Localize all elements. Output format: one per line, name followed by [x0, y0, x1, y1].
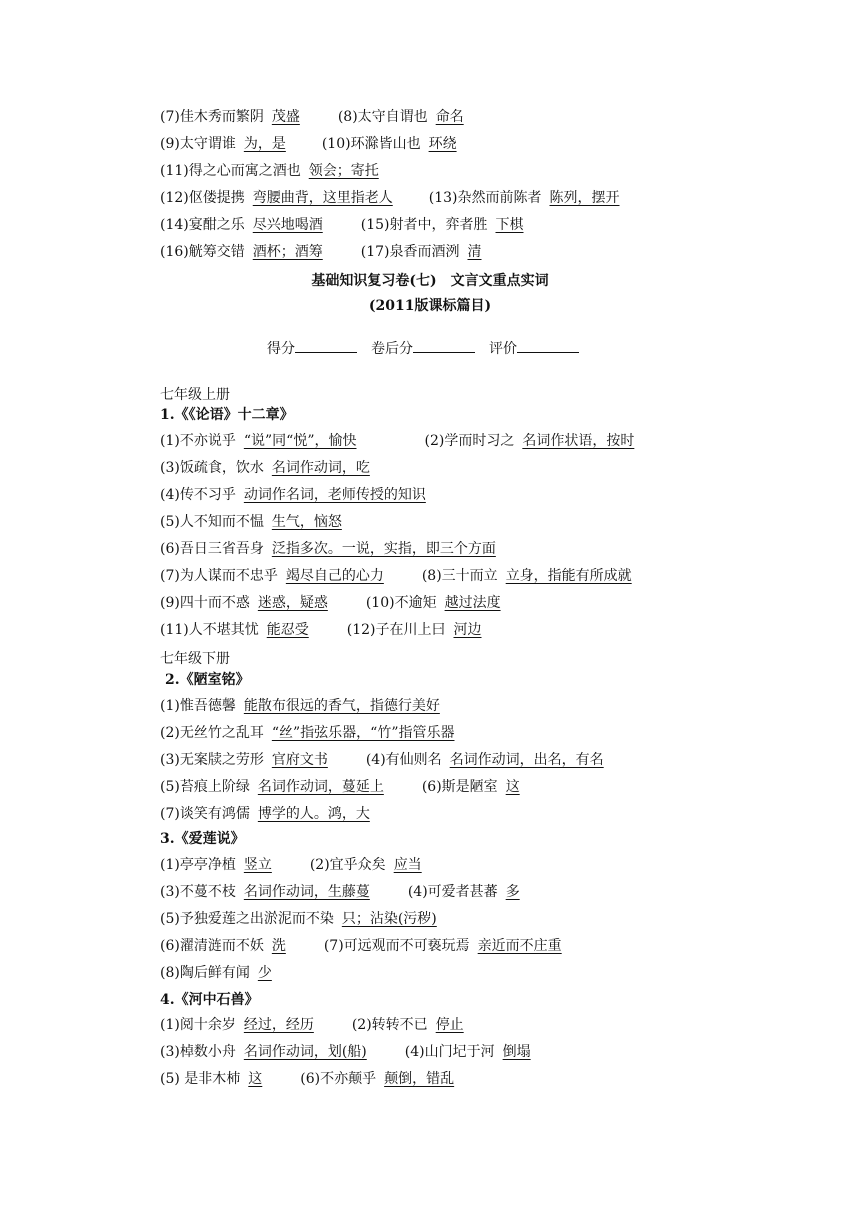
qa-entry: [160, 938, 294, 954]
qa-line: [160, 697, 448, 715]
qa-entry: [160, 1017, 322, 1033]
question-text: (8)太守自谓也: [337, 109, 428, 125]
qa-line: [160, 243, 490, 261]
answer-text: 酒杯；酒筹: [252, 244, 323, 260]
question-text: (9)四十而不惑: [160, 595, 250, 611]
qa-line: [160, 135, 465, 153]
question-text: (3)无案牍之劳形: [160, 752, 264, 768]
answer-text: 下棋: [495, 217, 524, 233]
doc-subtitle: (2011版课标篇目): [368, 298, 492, 314]
qa-line: [160, 108, 472, 126]
answer-text: 弯腰曲背，这里指老人: [252, 190, 393, 206]
question-text: (6)濯清涟而不妖: [160, 938, 264, 954]
qa-line: [160, 1016, 472, 1034]
qa-entry: [160, 568, 392, 584]
qa-line: [160, 621, 490, 639]
grade-label: 七年级下册: [160, 651, 230, 667]
question-text: (3)棹数小舟: [160, 1044, 236, 1060]
question-text: (7)佳木秀而繁阴: [160, 109, 264, 125]
qa-line: [160, 540, 504, 558]
qa-line: [160, 805, 378, 823]
question-text: (6)吾日三省吾身: [160, 541, 264, 557]
answer-text: 名词作动词，出名，有名: [449, 752, 604, 768]
answer-text: 洗: [271, 938, 286, 954]
question-text: (17)泉香而酒洌: [360, 244, 460, 260]
qa-entry: [347, 622, 490, 638]
qa-entry: [160, 433, 364, 449]
question-text: (8)三十而立: [421, 568, 498, 584]
answer-text: 名词作动词，吃: [271, 460, 370, 476]
section-heading: 3.《爱莲说》: [160, 831, 245, 847]
grade-label: 七年级上册: [160, 387, 230, 403]
answer-text: 名词作动词，蔓延上: [257, 779, 384, 795]
qa-line: [160, 856, 430, 874]
question-text: (1)惟吾德馨: [160, 698, 236, 714]
qa-entry: [424, 433, 642, 449]
answer-text: 能散布很远的香气，指德行美好: [243, 698, 440, 714]
qa-line: [160, 594, 509, 612]
section-heading: 2.《陋室铭》: [165, 672, 250, 688]
section-heading: 4.《河中石兽》: [160, 992, 259, 1008]
qa-entry: [422, 568, 640, 584]
qa-entry: [310, 857, 430, 873]
answer-text: 河边: [453, 622, 482, 638]
qa-entry: [160, 752, 336, 768]
answer-text: 多: [505, 884, 520, 900]
qa-line: [160, 567, 640, 585]
answer-text: 名词作状语，按时: [522, 433, 635, 449]
qa-entry: [160, 514, 350, 530]
qa-entry: [160, 163, 387, 179]
qa-entry: [160, 725, 462, 741]
answer-text: 生气，恼怒: [271, 514, 342, 530]
answer-text: 环绕: [428, 136, 457, 152]
question-text: (12)子在川上曰: [346, 622, 446, 638]
question-text: (10)环滁皆山也: [321, 136, 421, 152]
question-text: (4)传不习乎: [160, 487, 236, 503]
answer-text: “说”同“悦”，愉快: [243, 433, 357, 449]
answer-text: 竖立: [243, 857, 272, 873]
answer-text: 泛指多次。一说，实指，即三个方面: [271, 541, 496, 557]
qa-line: [160, 937, 570, 955]
question-text: (3)饭疏食，饮水: [160, 460, 264, 476]
qa-line: [160, 189, 628, 207]
score-blank: [517, 340, 579, 353]
qa-entry: [160, 460, 378, 476]
question-text: (7)为人谋而不忠乎: [160, 568, 278, 584]
answer-text: 这: [505, 779, 520, 795]
qa-entry: [366, 752, 612, 768]
qa-entry: [322, 136, 465, 152]
question-text: (7)谈笑有鸿儒: [160, 806, 250, 822]
qa-entry: [160, 857, 280, 873]
question-text: (16)觥筹交错: [160, 244, 245, 260]
score-line: [0, 340, 860, 358]
qa-entry: [160, 965, 280, 981]
qa-entry: [160, 541, 504, 557]
qa-line: [160, 459, 378, 477]
qa-entry: [338, 109, 472, 125]
question-text: (13)杂然而前陈者: [428, 190, 542, 206]
qa-line: [160, 778, 528, 796]
qa-entry: [361, 244, 490, 260]
qa-line: [160, 964, 280, 982]
question-text: (5)予独爱莲之出淤泥而不染: [160, 911, 334, 927]
answer-text: 立身，指能有所成就: [505, 568, 632, 584]
qa-entry: [160, 109, 308, 125]
qa-entry: [160, 698, 448, 714]
qa-entry: [160, 911, 445, 927]
answer-text: 名词作动词，划(船): [243, 1044, 367, 1060]
question-text: (4)可爱者甚蕃: [407, 884, 498, 900]
qa-line: [160, 216, 532, 234]
answer-text: 尽兴地喝酒: [252, 217, 323, 233]
qa-entry: [160, 244, 331, 260]
qa-entry: [160, 217, 331, 233]
qa-line: [160, 432, 642, 450]
qa-line: [160, 883, 528, 901]
answer-text: 经过，经历: [243, 1017, 314, 1033]
answer-text: 能忍受: [266, 622, 309, 638]
question-text: (5) 是非木杮: [160, 1071, 241, 1087]
answer-text: 陈列，摆开: [549, 190, 620, 206]
after-score-label: 卷后分: [371, 341, 413, 357]
question-text: (5)苔痕上阶绿: [160, 779, 250, 795]
answer-text: 亲近而不庄重: [477, 938, 562, 954]
question-text: (5)人不知而不愠: [160, 514, 264, 530]
question-text: (1)亭亭净植: [160, 857, 236, 873]
question-text: (6)斯是陋室: [421, 779, 498, 795]
answer-text: 竭尽自己的心力: [285, 568, 384, 584]
question-text: (4)山门圮于河: [404, 1044, 495, 1060]
answer-text: 茂盛: [271, 109, 300, 125]
qa-entry: [422, 779, 528, 795]
answer-text: 停止: [435, 1017, 464, 1033]
question-text: (2)宜乎众矣: [309, 857, 386, 873]
qa-line: [160, 910, 445, 928]
qa-line: [160, 513, 350, 531]
question-text: (11)得之心而寓之酒也: [160, 163, 301, 179]
qa-entry: [160, 779, 392, 795]
score-label: 得分: [267, 341, 295, 357]
qa-entry: [160, 622, 317, 638]
answer-text: 清: [467, 244, 482, 260]
question-text: (14)宴酣之乐: [160, 217, 245, 233]
question-text: (9)太守谓谁: [160, 136, 236, 152]
qa-entry: [160, 595, 336, 611]
question-text: (1)阅十余岁: [160, 1017, 236, 1033]
question-text: (3)不蔓不枝: [160, 884, 236, 900]
question-text: (7)可远观而不可亵玩焉: [323, 938, 470, 954]
evaluation-label: 评价: [489, 341, 517, 357]
question-text: (1)不亦说乎: [160, 433, 236, 449]
qa-line: [160, 486, 434, 504]
answer-text: 博学的人。鸿，大: [257, 806, 370, 822]
answer-text: 越过法度: [444, 595, 501, 611]
qa-entry: [352, 1017, 472, 1033]
question-text: (2)转转不已: [351, 1017, 428, 1033]
qa-entry: [160, 806, 378, 822]
qa-entry: [160, 1071, 270, 1087]
answer-text: 这: [248, 1071, 263, 1087]
qa-entry: [160, 136, 294, 152]
qa-entry: [405, 1044, 539, 1060]
qa-line: [160, 724, 462, 742]
question-text: (2)学而时习之: [424, 433, 515, 449]
qa-line: [160, 751, 612, 769]
answer-text: 应当: [393, 857, 422, 873]
question-text: (4)有仙则名: [365, 752, 442, 768]
question-text: (15)射者中，弈者胜: [360, 217, 488, 233]
score-blank: [295, 340, 357, 353]
qa-entry: [160, 190, 401, 206]
answer-text: 少: [257, 965, 272, 981]
doc-title: 基础知识复习卷(七) 文言文重点实词: [311, 273, 549, 289]
answer-text: 颠倒，错乱: [384, 1071, 455, 1087]
qa-entry: [300, 1071, 462, 1087]
question-text: (11)人不堪其忧: [160, 622, 259, 638]
qa-entry: [160, 884, 378, 900]
qa-line: [160, 1043, 539, 1061]
answer-text: 名词作动词，生藤蔓: [243, 884, 370, 900]
qa-line: [160, 162, 387, 180]
answer-text: 动词作名词，老师传授的知识: [243, 487, 426, 503]
answer-text: “丝”指弦乐器，“竹”指管乐器: [271, 725, 455, 741]
qa-entry: [324, 938, 570, 954]
qa-entry: [429, 190, 628, 206]
section-heading: 1.《《论语》十二章》: [160, 407, 294, 423]
question-text: (10)不逾矩: [365, 595, 437, 611]
answer-text: 只；沾染(污秽): [341, 911, 437, 927]
answer-text: 倒塌: [502, 1044, 531, 1060]
question-text: (8)陶后鲜有闻: [160, 965, 250, 981]
answer-text: 命名: [435, 109, 464, 125]
question-text: (2)无丝竹之乱耳: [160, 725, 264, 741]
qa-line: [160, 1070, 462, 1088]
question-text: (6)不亦颠乎: [300, 1071, 377, 1087]
qa-entry: [366, 595, 509, 611]
answer-text: 迷惑，疑惑: [257, 595, 328, 611]
qa-entry: [160, 1044, 375, 1060]
answer-text: 领会；寄托: [308, 163, 379, 179]
score-blank: [413, 340, 475, 353]
qa-entry: [160, 487, 434, 503]
answer-text: 为，是: [243, 136, 286, 152]
qa-entry: [408, 884, 528, 900]
qa-entry: [361, 217, 532, 233]
answer-text: 官府文书: [271, 752, 328, 768]
question-text: (12)伛偻提携: [160, 190, 245, 206]
